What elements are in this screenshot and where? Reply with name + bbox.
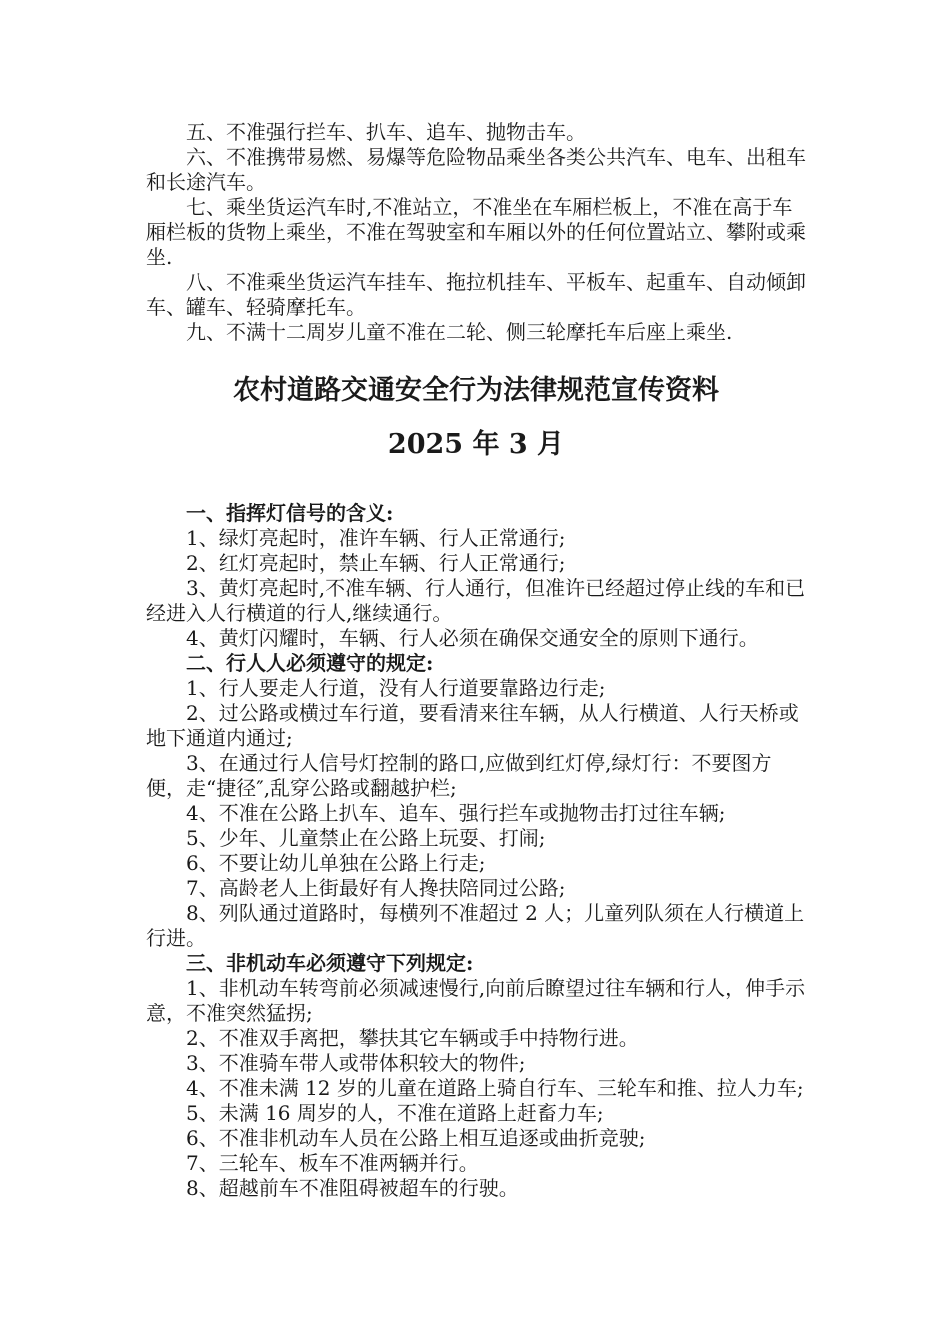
paragraph: 五、不准强行拦车、扒车、追车、抛物击车。: [186, 120, 586, 144]
document-title: 农村道路交通安全行为法律规范宣传资料: [233, 375, 719, 406]
list-item: 5、少年、儿童禁止在公路上玩耍、打闹;: [186, 826, 546, 850]
list-item: 1、非机动车转弯前必须减速慢行,向前后瞭望过往车辆和行人，伸手示意，不准突然猛拐;: [146, 976, 806, 1025]
list-item: 4、黄灯闪耀时，车辆、行人必须在确保交通安全的原则下通行。: [186, 626, 759, 650]
list-item: 7、高龄老人上街最好有人搀扶陪同过公路;: [186, 876, 566, 900]
list-item: 3、不准骑车带人或带体积较大的物件;: [186, 1051, 526, 1075]
section-pedestrians: [146, 651, 806, 951]
section-heading: 三、非机动车必须遵守下列规定:: [186, 951, 474, 975]
paragraph: 八、不准乘坐货运汽车挂车、拖拉机挂车、平板车、起重车、自动倾卸车、罐车、轻骑摩托车。: [146, 270, 806, 319]
document-page: [146, 120, 806, 1201]
list-item: 8、列队通过道路时，每横列不准超过 2 人；儿童列队须在人行横道上行进。: [146, 901, 805, 950]
section-traffic-lights: [146, 501, 806, 651]
list-item: 4、不准未满 12 岁的儿童在道路上骑自行车、三轮车和推、拉人力车;: [186, 1076, 804, 1100]
list-item: 1、绿灯亮起时，准许车辆、行人正常通行;: [186, 526, 566, 550]
document-date: 2025 年 3 月: [387, 429, 565, 460]
list-item: 6、不准非机动车人员在公路上相互追逐或曲折竞驶;: [186, 1126, 646, 1150]
list-item: 3、在通过行人信号灯控制的路口,应做到红灯停,绿灯行：不要图方便，走“捷径″,乱穿公路或翻越护栏;: [146, 751, 772, 800]
paragraph: 九、不满十二周岁儿童不准在二轮、侧三轮摩托车后座上乘坐.: [186, 320, 733, 344]
list-item: 6、不要让幼儿单独在公路上行走;: [186, 851, 486, 875]
list-item: 1、行人要走人行道，没有人行道要靠路边行走;: [186, 676, 606, 700]
list-item: 2、不准双手离把，攀扶其它车辆或手中持物行进。: [186, 1026, 639, 1050]
paragraph: 七、乘坐货运汽车时,不准站立，不准坐在车厢栏板上，不准在高于车厢栏板的货物上乘坐，不准在驾驶室和车厢以外的任何位置站立、攀附或乘坐.: [146, 195, 806, 269]
list-item: 2、过公路或横过车行道，要看清来往车辆，从人行横道、人行天桥或地下通道内通过;: [146, 701, 799, 750]
section-heading: 一、指挥灯信号的含义:: [186, 501, 394, 525]
list-item: 7、三轮车、板车不准两辆并行。: [186, 1151, 479, 1175]
top-section: [146, 120, 806, 345]
list-item: 4、不准在公路上扒车、追车、强行拦车或抛物击打过往车辆;: [186, 801, 726, 825]
list-item: 8、超越前车不准阻碍被超车的行驶。: [186, 1176, 519, 1200]
list-item: 2、红灯亮起时，禁止车辆、行人正常通行;: [186, 551, 566, 575]
list-item: 5、未满 16 周岁的人，不准在道路上赶畜力车;: [186, 1101, 604, 1125]
list-item: 3、黄灯亮起时,不准车辆、行人通行，但准许已经超过停止线的车和已经进入人行横道的行人,继续通行。: [146, 576, 806, 625]
section-heading: 二、行人人必须遵守的规定:: [186, 651, 434, 675]
section-non-motor-vehicles: [146, 951, 806, 1201]
paragraph: 六、不准携带易燃、易爆等危险物品乘坐各类公共汽车、电车、出租车和长途汽车。: [146, 145, 806, 194]
